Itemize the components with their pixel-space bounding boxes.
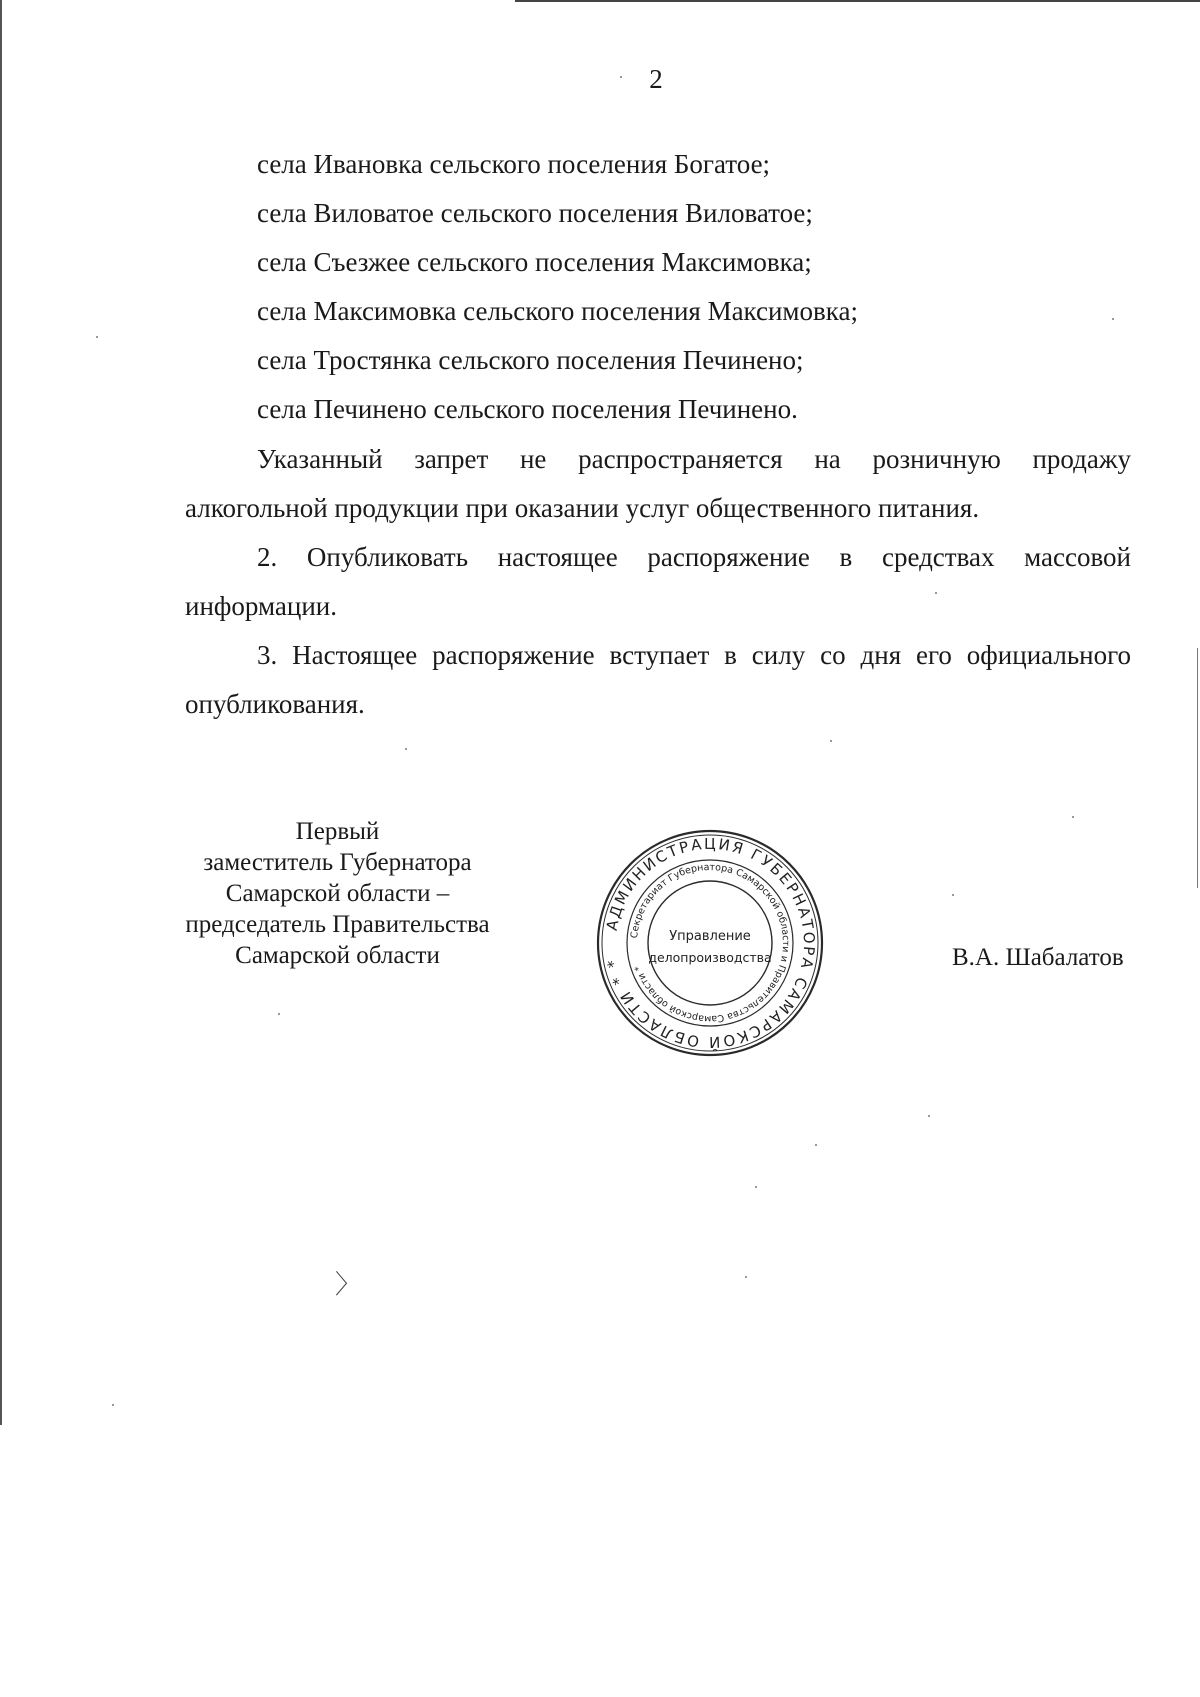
stamp-center-line-1: Управление [669,929,751,944]
official-stamp [595,828,825,1058]
stamp-center-line-2: делопроизводства [648,950,772,965]
paragraph-2-line-2: информации. [185,591,337,621]
signatory-name: В.А. Шабалатов [952,944,1124,971]
signatory-title-line: заместитель Губернатора [203,849,472,876]
signatory-title [155,816,520,971]
scan-speck [830,740,832,742]
scan-speck [952,894,954,896]
signatory-title-line: председатель Правительства [185,911,490,938]
page-number: 2 [649,64,663,94]
scan-edge-top [515,0,1200,2]
list-item: села Съезжее сельского поселения Максимовка; [257,247,812,277]
stamp-inner-text: Секретариат Губернатора Самарской области и Правительства Самарской области * [629,861,792,1025]
scan-speck [745,1276,747,1278]
signatory-title-line: Первый [295,818,380,845]
scan-speck [935,592,937,594]
scan-speck [620,76,622,78]
list-item: села Ивановка сельского поселения Богатое; [257,149,771,179]
scan-speck [405,748,407,750]
paragraph-3-line-2: опубликования. [185,689,365,719]
paragraph-2-line-1: 2. Опубликовать настоящее распоряжение в средствах массовой [257,542,1131,572]
scan-edge-right [1197,648,1198,888]
scan-mark: 〉 [335,1270,362,1300]
stamp-outer-text: АДМИНИСТРАЦИЯ ГУБЕРНАТОРА САМАРСКОЙ ОБЛАСТИ * * [602,834,819,1052]
scan-speck [928,1115,930,1117]
scan-speck [815,1144,817,1146]
scan-speck [1072,816,1074,818]
paragraph-3-line-1: 3. Настоящее распоряжение вступает в силу со дня его официального [257,640,1131,670]
scan-edge-left [0,0,2,1425]
list-item: села Максимовка сельского поселения Максимовка; [257,296,858,326]
scan-speck [1112,318,1114,320]
list-item: села Печинено сельского поселения Печинено. [257,394,798,424]
list-item: села Тростянка сельского поселения Печинено; [257,345,804,375]
signatory-title-line: Самарской области – [225,880,450,907]
paragraph-1-line-2: алкогольной продукции при оказании услуг общественного питания. [185,493,980,523]
scan-speck [112,1404,114,1406]
scan-speck [278,1013,280,1015]
signatory-title-line: Самарской области [235,942,440,969]
scan-speck [96,336,98,338]
paragraph-1-line-1: Указанный запрет не распространяется на розничную продажу [257,444,1131,474]
scan-speck [755,1186,757,1188]
list-item: села Виловатое сельского поселения Виловатое; [257,198,813,228]
